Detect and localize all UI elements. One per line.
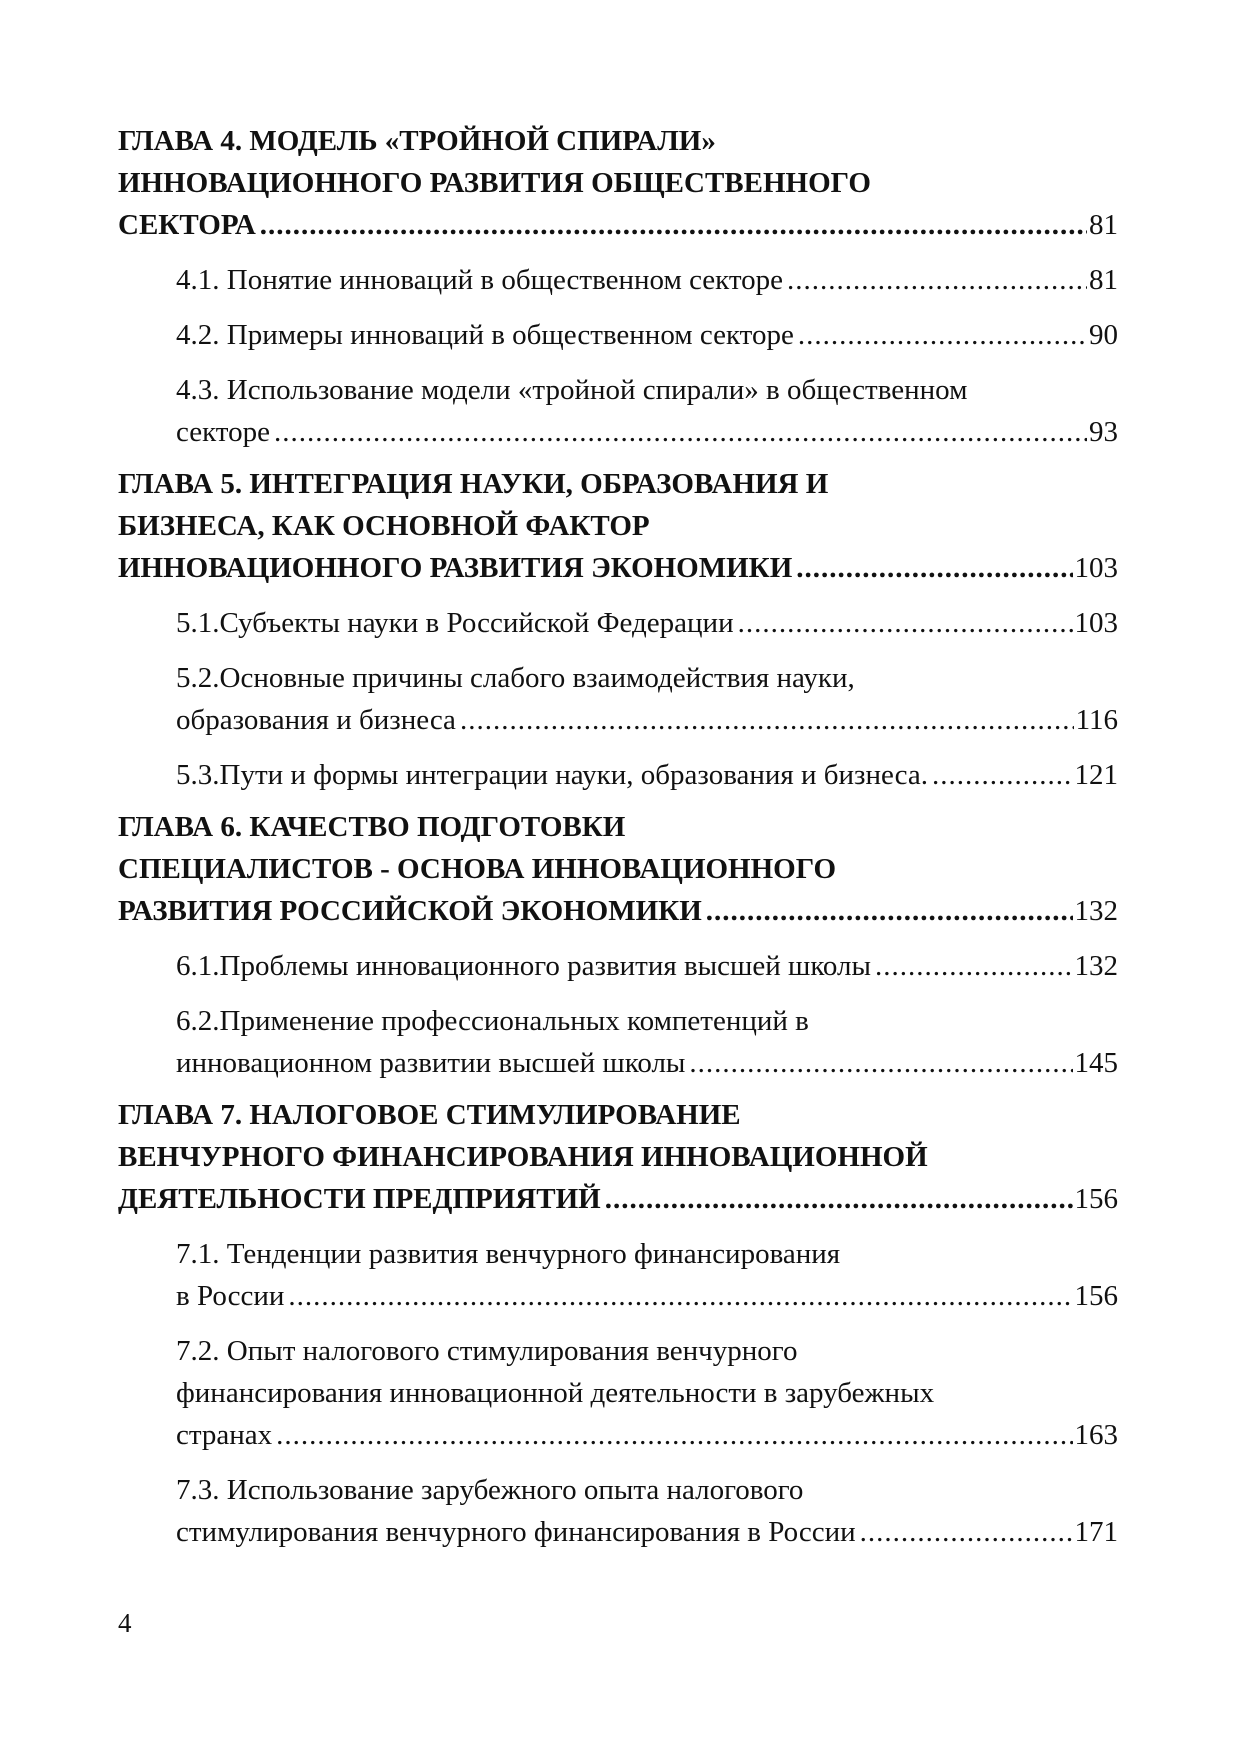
chapter-title-line: ГЛАВА 4. МОДЕЛЬ «ТРОЙНОЙ СПИРАЛИ»	[118, 125, 716, 157]
chapter-title-line: ИННОВАЦИОННОГО РАЗВИТИЯ ОБЩЕСТВЕННОГО	[118, 167, 871, 199]
dot-leader	[796, 547, 1072, 589]
section-title: 7.2. Опыт налогового стимулирования венчурного	[176, 1335, 798, 1367]
section-title: странах	[176, 1419, 273, 1451]
section-title: 7.3. Использование зарубежного опыта налогового	[176, 1474, 804, 1506]
dot-leader	[706, 890, 1073, 932]
toc-section-7-3[interactable]	[118, 1469, 1118, 1553]
page-ref: 132	[1074, 895, 1118, 927]
section-title: стимулирования венчурного финансирования в России	[176, 1516, 856, 1548]
toc-section-5-2[interactable]	[118, 657, 1118, 741]
section-title: в России	[176, 1280, 285, 1312]
page-ref: 81	[1089, 209, 1118, 241]
page-number: 4	[118, 1608, 132, 1638]
section-title: образования и бизнеса	[176, 704, 456, 736]
section-title: 6.1.Проблемы инновационного развития высшей школы	[176, 950, 872, 982]
toc-chapter-4[interactable]	[118, 120, 1118, 246]
dot-leader	[738, 602, 1073, 644]
chapter-title-line: ВЕНЧУРНОГО ФИНАНСИРОВАНИЯ ИННОВАЦИОННОЙ	[118, 1141, 928, 1173]
toc-section-4-1[interactable]	[118, 259, 1118, 301]
section-title: 7.1. Тенденции развития венчурного финансирования	[176, 1238, 841, 1270]
page-ref: 156	[1074, 1183, 1118, 1215]
dot-leader	[260, 204, 1087, 246]
chapter-title-line: СПЕЦИАЛИСТОВ - ОСНОВА ИННОВАЦИОННОГО	[118, 853, 837, 885]
dot-leader	[605, 1178, 1073, 1220]
chapter-title-line: ГЛАВА 6. КАЧЕСТВО ПОДГОТОВКИ	[118, 811, 626, 843]
page-ref: 171	[1074, 1516, 1118, 1548]
toc-section-6-1[interactable]	[118, 945, 1118, 987]
chapter-title-line: ИННОВАЦИОННОГО РАЗВИТИЯ ЭКОНОМИКИ	[118, 552, 793, 584]
page-ref: 163	[1074, 1419, 1118, 1451]
section-title: 5.1.Субъекты науки в Российской Федерации	[176, 607, 734, 639]
dot-leader	[274, 411, 1087, 453]
page-ref: 156	[1074, 1280, 1118, 1312]
chapter-title-line: РАЗВИТИЯ РОССИЙСКОЙ ЭКОНОМИКИ	[118, 895, 702, 927]
dot-leader	[460, 699, 1074, 741]
chapter-title-line: СЕКТОРА	[118, 209, 256, 241]
dot-leader	[689, 1042, 1072, 1084]
table-of-contents	[118, 120, 1118, 1553]
section-title: секторе	[176, 416, 270, 448]
page-ref: 116	[1075, 704, 1118, 736]
page-ref: 145	[1074, 1047, 1118, 1079]
dot-leader	[875, 945, 1072, 987]
dot-leader	[798, 314, 1087, 356]
toc-section-5-3[interactable]	[118, 754, 1118, 796]
page-ref: 132	[1074, 950, 1118, 982]
section-title: финансирования инновационной деятельности в зарубежных	[176, 1377, 935, 1409]
section-title: 4.3. Использование модели «тройной спирали» в общественном	[176, 374, 968, 406]
page-ref: 93	[1089, 416, 1118, 448]
section-title: 6.2.Применение профессиональных компетенций в	[176, 1005, 809, 1037]
toc-section-7-2[interactable]	[118, 1330, 1118, 1456]
chapter-title-line: БИЗНЕСА, КАК ОСНОВНОЙ ФАКТОР	[118, 510, 650, 542]
dot-leader	[860, 1511, 1073, 1553]
toc-section-4-2[interactable]	[118, 314, 1118, 356]
page-ref: 81	[1089, 264, 1118, 296]
page-ref: 121	[1074, 759, 1118, 791]
toc-chapter-7[interactable]	[118, 1094, 1118, 1220]
page-ref: 90	[1089, 319, 1118, 351]
page-ref: 103	[1074, 607, 1118, 639]
dot-leader	[288, 1275, 1072, 1317]
toc-section-7-1[interactable]	[118, 1233, 1118, 1317]
section-title: 4.2. Примеры инноваций в общественном секторе	[176, 319, 794, 351]
toc-section-4-3[interactable]	[118, 369, 1118, 453]
dot-leader	[932, 754, 1073, 796]
toc-section-5-1[interactable]	[118, 602, 1118, 644]
section-title: инновационном развитии высшей школы	[176, 1047, 686, 1079]
section-title: 5.3.Пути и формы интеграции науки, образования и бизнеса.	[176, 759, 928, 791]
dot-leader	[787, 259, 1087, 301]
toc-chapter-6[interactable]	[118, 806, 1118, 932]
toc-section-6-2[interactable]	[118, 1000, 1118, 1084]
chapter-title-line: ДЕЯТЕЛЬНОСТИ ПРЕДПРИЯТИЙ	[118, 1183, 601, 1215]
page-ref: 103	[1074, 552, 1118, 584]
dot-leader	[276, 1414, 1072, 1456]
toc-chapter-5[interactable]	[118, 463, 1118, 589]
section-title: 5.2.Основные причины слабого взаимодействия науки,	[176, 662, 855, 694]
chapter-title-line: ГЛАВА 7. НАЛОГОВОЕ СТИМУЛИРОВАНИЕ	[118, 1099, 741, 1131]
section-title: 4.1. Понятие инноваций в общественном секторе	[176, 264, 784, 296]
chapter-title-line: ГЛАВА 5. ИНТЕГРАЦИЯ НАУКИ, ОБРАЗОВАНИЯ И	[118, 468, 829, 500]
